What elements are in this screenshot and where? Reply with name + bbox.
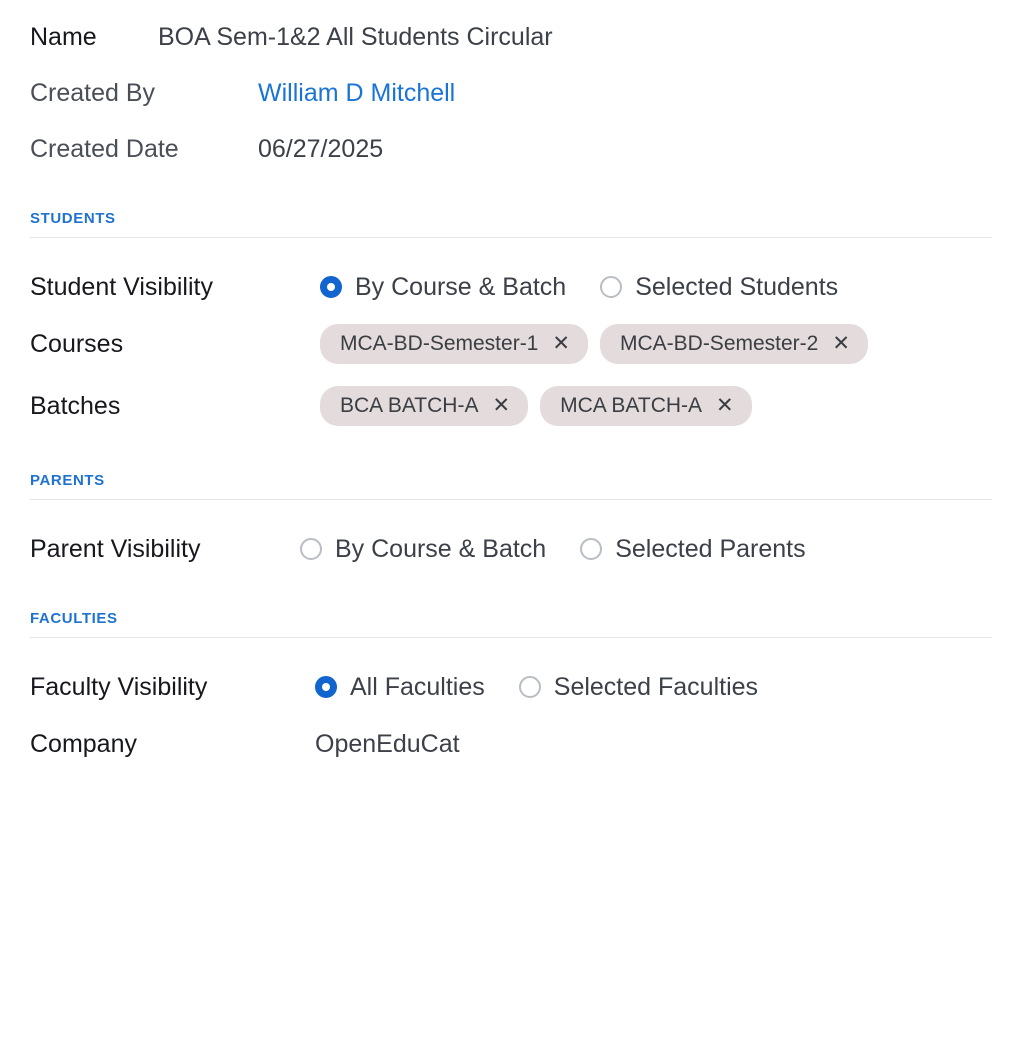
tag-item[interactable] — [540, 386, 752, 426]
radio-icon[interactable] — [315, 676, 337, 698]
tag-label: BCA BATCH-A — [340, 394, 479, 418]
field-row-created-date — [30, 134, 992, 164]
radio-faculty-all-faculties[interactable] — [315, 672, 485, 702]
faculty-visibility-label: Faculty Visibility — [30, 673, 208, 702]
student-visibility-label: Student Visibility — [30, 273, 213, 301]
batches-label: Batches — [30, 392, 121, 421]
courses-tags[interactable] — [320, 324, 868, 364]
radio-label: Selected Students — [635, 273, 839, 301]
section-divider — [30, 237, 992, 238]
name-value[interactable]: BOA Sem-1&2 All Students Circular — [158, 23, 553, 51]
radio-label: By Course & Batch — [355, 273, 567, 301]
radio-icon[interactable] — [580, 538, 602, 560]
radio-icon[interactable] — [300, 538, 322, 560]
radio-label: By Course & Batch — [335, 535, 547, 564]
name-label: Name — [30, 23, 97, 51]
field-row-name — [30, 22, 992, 52]
faculty-visibility-row — [30, 672, 992, 702]
tag-item[interactable] — [320, 324, 588, 364]
remove-icon[interactable]: ✕ — [552, 332, 570, 356]
section-divider — [30, 499, 992, 500]
radio-icon[interactable] — [600, 276, 622, 298]
radio-icon[interactable] — [519, 676, 541, 698]
radio-student-selected-students[interactable] — [600, 272, 838, 302]
created-by-label: Created By — [30, 79, 156, 107]
tag-item[interactable] — [600, 324, 868, 364]
company-label: Company — [30, 730, 137, 759]
parent-visibility-options — [300, 534, 806, 564]
radio-parent-by-course-batch[interactable] — [300, 534, 546, 564]
student-visibility-row — [30, 272, 992, 302]
faculty-visibility-options — [315, 672, 758, 702]
batches-row — [30, 386, 992, 426]
courses-row — [30, 324, 992, 364]
field-row-created-by — [30, 78, 992, 108]
radio-label: Selected Faculties — [553, 673, 759, 702]
section-divider — [30, 637, 992, 638]
radio-label: Selected Parents — [615, 535, 806, 564]
student-visibility-options — [320, 272, 838, 302]
section-students — [30, 210, 992, 426]
courses-label: Courses — [30, 330, 124, 359]
parent-visibility-row — [30, 534, 992, 564]
section-title-students: STUDENTS — [30, 210, 116, 227]
radio-student-by-course-batch[interactable] — [320, 272, 566, 302]
section-faculties — [30, 610, 992, 759]
remove-icon[interactable]: ✕ — [716, 394, 734, 418]
remove-icon[interactable]: ✕ — [832, 332, 850, 356]
remove-icon[interactable]: ✕ — [492, 394, 511, 418]
radio-parent-selected-parents[interactable] — [580, 534, 805, 564]
created-by-value[interactable]: William D Mitchell — [258, 79, 456, 107]
tag-item[interactable] — [320, 386, 528, 426]
parent-visibility-label: Parent Visibility — [30, 535, 201, 564]
tag-label: MCA-BD-Semester-1 — [340, 332, 539, 355]
created-date-value[interactable]: 06/27/2025 — [258, 135, 384, 163]
company-value[interactable]: OpenEduCat — [315, 730, 460, 759]
section-parents — [30, 472, 992, 564]
tag-label: MCA BATCH-A — [560, 394, 703, 418]
batches-tags[interactable] — [320, 386, 752, 426]
radio-icon[interactable] — [320, 276, 342, 298]
radio-faculty-selected-faculties[interactable] — [519, 672, 758, 702]
section-title-parents: PARENTS — [30, 472, 105, 490]
created-date-label: Created Date — [30, 135, 179, 163]
section-title-faculties: FACULTIES — [30, 610, 118, 628]
company-row — [30, 730, 992, 759]
tag-label: MCA-BD-Semester-2 — [619, 332, 819, 355]
radio-label: All Faculties — [350, 673, 485, 702]
